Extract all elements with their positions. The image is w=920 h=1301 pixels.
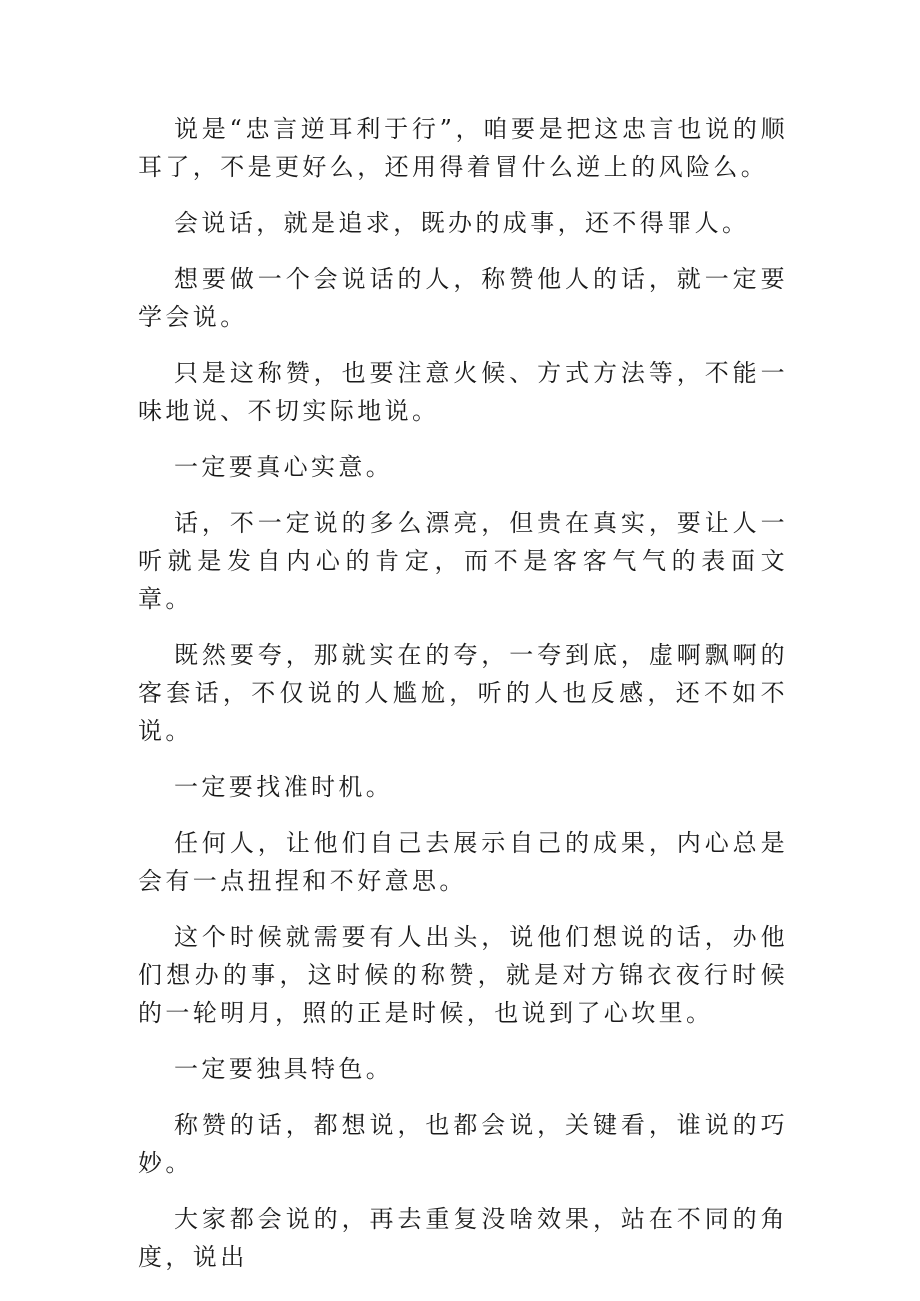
paragraph: 一定要找准时机。 bbox=[174, 773, 394, 801]
paragraph: 会说话，就是追求，既办的成事，还不得罪人。 bbox=[174, 209, 750, 237]
paragraph: 想要做一个会说话的人，称赞他人的话，就一定要学会说。 bbox=[138, 265, 788, 331]
paragraph: 只是这称赞，也要注意火候、方式方法等，不能一味地说、不切实际地说。 bbox=[138, 359, 788, 425]
paragraph: 称赞的话，都想说，也都会说，关键看，谁说的巧妙。 bbox=[138, 1111, 788, 1177]
paragraph: 任何人，让他们自己去展示自己的成果，内心总是会有一点扭捏和不好意思。 bbox=[138, 829, 788, 895]
document-body bbox=[138, 110, 788, 1294]
paragraph: 一定要真心实意。 bbox=[174, 453, 394, 481]
paragraph: 这个时候就需要有人出头，说他们想说的话，办他们想办的事，这时候的称赞，就是对方锦衣夜行时候的一轮明月，照的正是时候，也说到了心坎里。 bbox=[138, 923, 788, 1027]
paragraph: 大家都会说的，再去重复没啥效果，站在不同的角度，说出 bbox=[138, 1205, 788, 1271]
paragraph: 既然要夸，那就实在的夸，一夸到底，虚啊飘啊的客套话，不仅说的人尴尬，听的人也反感，还不如不说。 bbox=[138, 641, 788, 745]
paragraph: 说是“忠言逆耳利于行”，咱要是把这忠言也说的顺耳了，不是更好么，还用得着冒什么逆上的风险么。 bbox=[138, 115, 788, 181]
paragraph: 一定要独具特色。 bbox=[174, 1055, 394, 1083]
paragraph: 话，不一定说的多么漂亮，但贵在真实，要让人一听就是发自内心的肯定，而不是客客气气的表面文章。 bbox=[138, 509, 788, 613]
